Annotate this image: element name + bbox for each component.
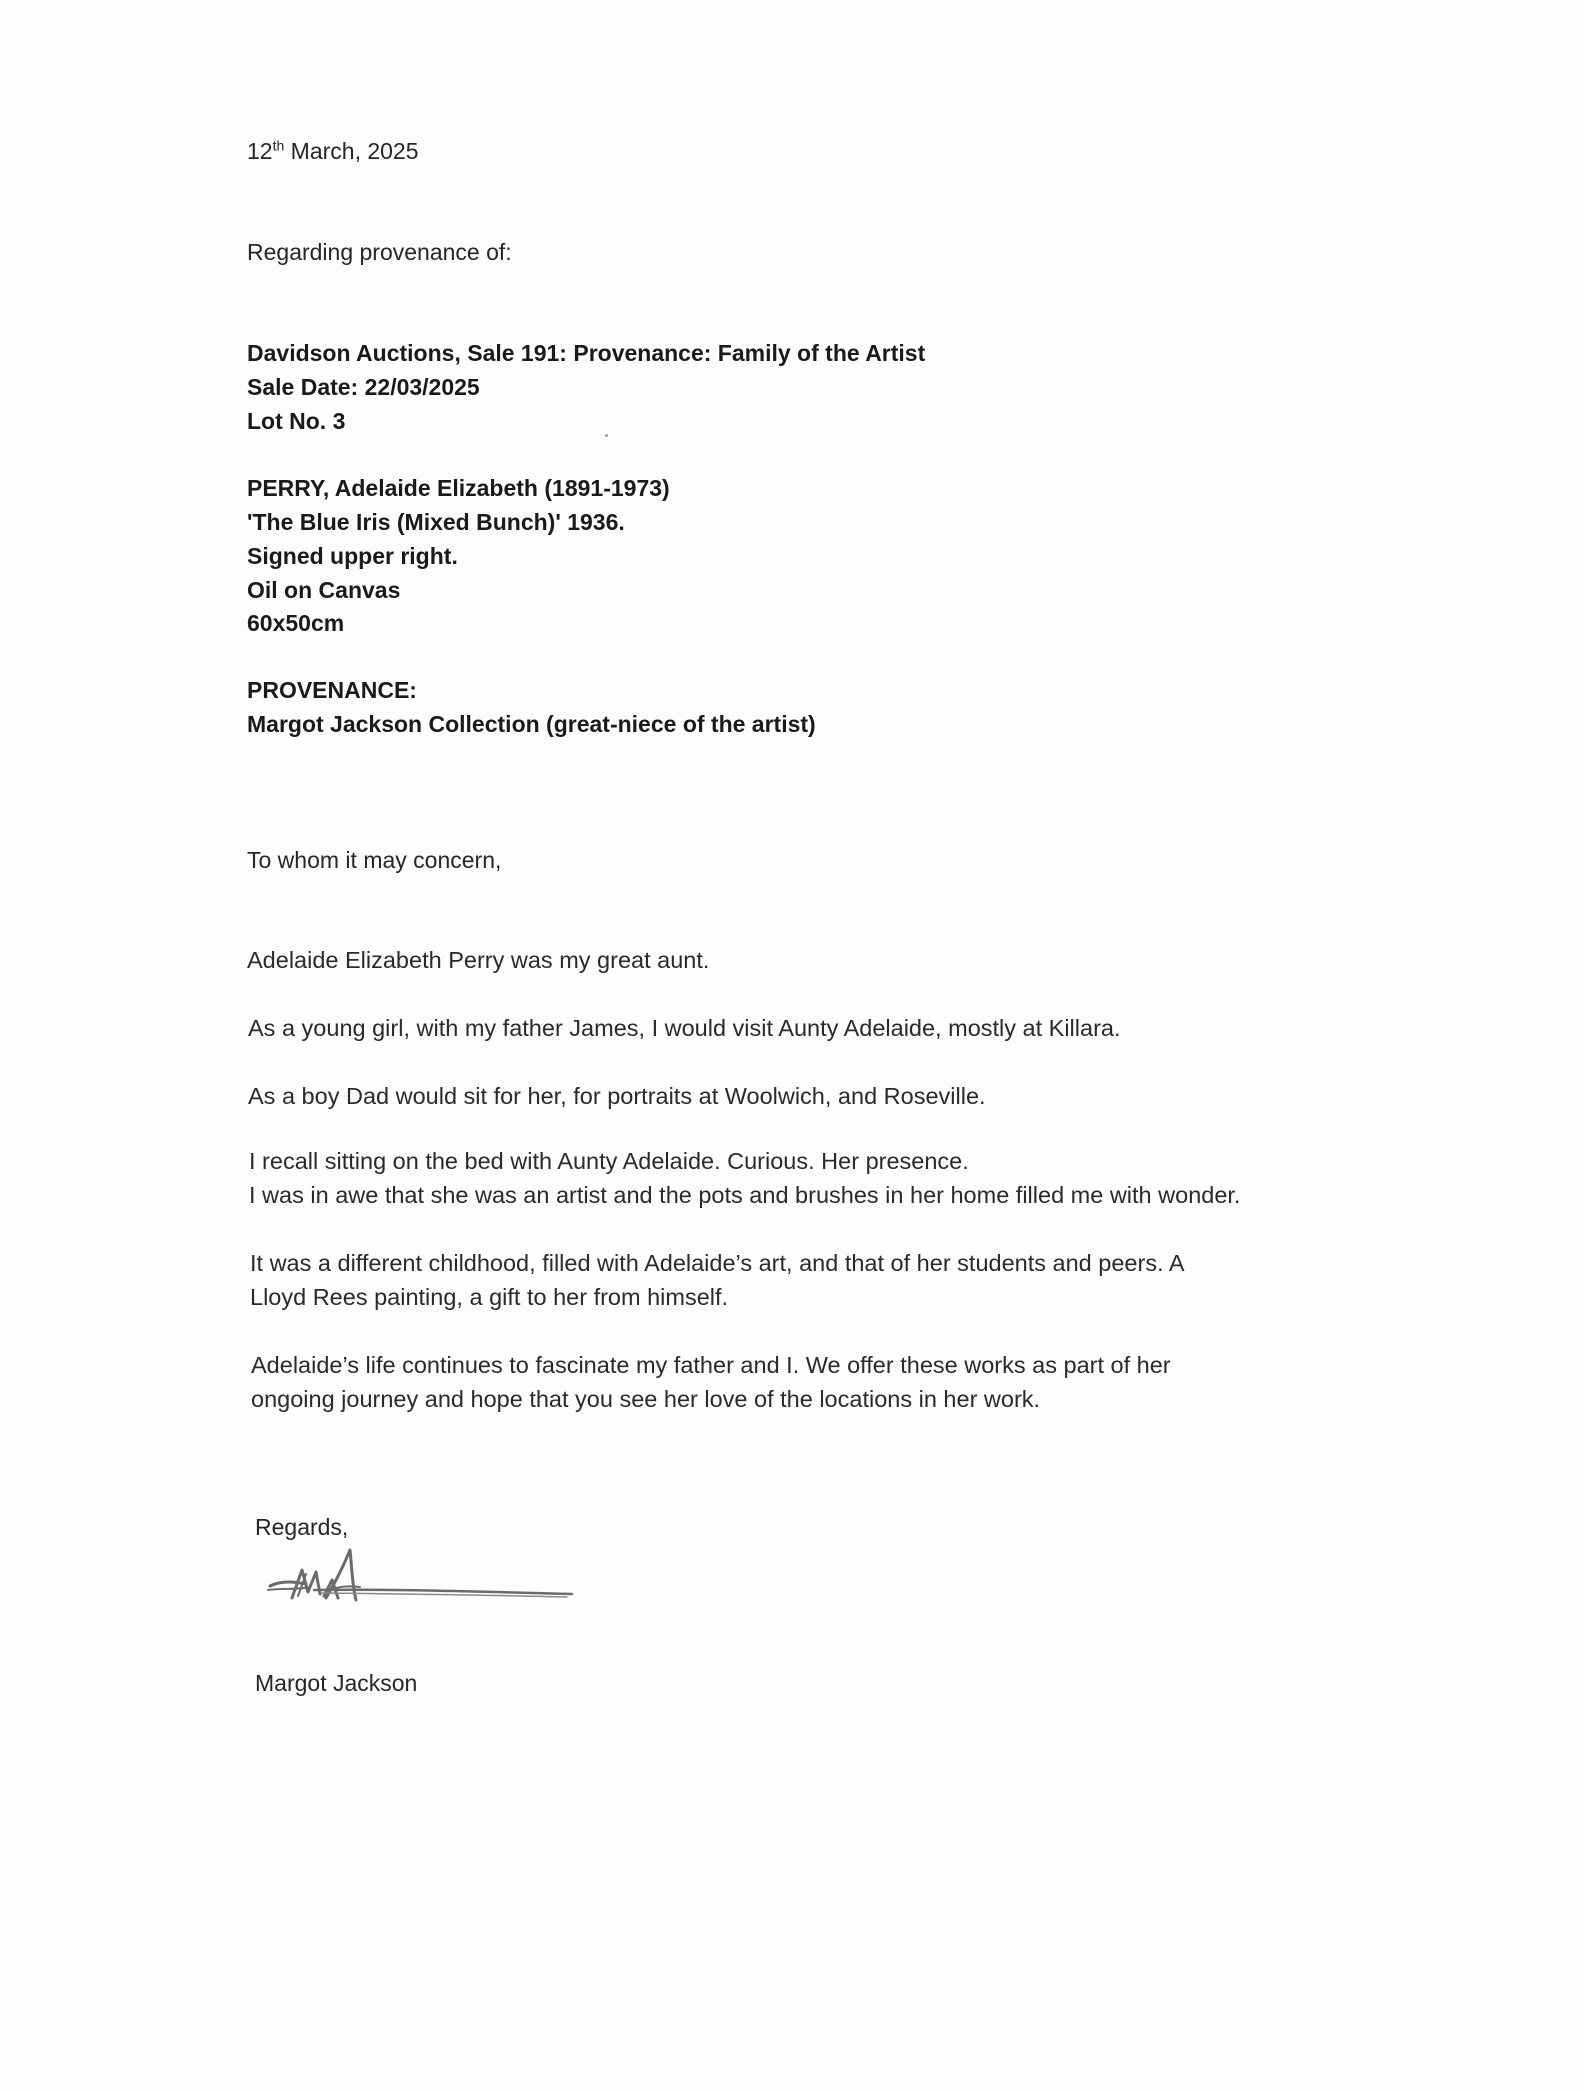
paragraph-6-line-1: Adelaide’s life continues to fascinate my father and I. We offer these works as part of her	[251, 1352, 1171, 1378]
paragraph-5-line-2: Lloyd Rees painting, a gift to her from himself.	[250, 1284, 729, 1310]
lot-number: Lot No. 3	[247, 408, 346, 434]
sale-date: Sale Date: 22/03/2025	[247, 374, 480, 400]
paragraph-6-line-2: ongoing journey and hope that you see her love of the locations in her work.	[251, 1386, 1041, 1412]
letter-date	[247, 136, 419, 166]
artwork-artist: PERRY, Adelaide Elizabeth (1891-1973)	[247, 475, 670, 501]
sale-title: Davidson Auctions, Sale 191: Provenance: Family of the Artist	[247, 340, 926, 366]
artwork-signed: Signed upper right.	[247, 543, 458, 569]
paragraph-3: As a boy Dad would sit for her, for portraits at Woolwich, and Roseville.	[248, 1083, 986, 1109]
scan-speck	[605, 434, 608, 437]
paragraph-4-line-2: I was in awe that she was an artist and the pots and brushes in her home filled me with wonder.	[249, 1182, 1241, 1208]
paragraph-4-line-1: I recall sitting on the bed with Aunty Adelaide. Curious. Her presence.	[249, 1148, 969, 1174]
date-day: 12	[247, 138, 273, 164]
date-suffix: th	[272, 137, 285, 154]
closing: Regards,	[255, 1514, 349, 1540]
artwork-title: 'The Blue Iris (Mixed Bunch)' 1936.	[247, 509, 625, 535]
date-rest: March, 2025	[284, 138, 419, 164]
artwork-medium: Oil on Canvas	[247, 577, 401, 603]
provenance-heading: PROVENANCE:	[247, 677, 417, 703]
paragraph-5-line-1: It was a different childhood, filled with Adelaide’s art, and that of her students and peers. A	[250, 1250, 1185, 1276]
salutation: To whom it may concern,	[247, 847, 502, 873]
provenance-value: Margot Jackson Collection (great-niece of the artist)	[247, 711, 816, 737]
regarding-line: Regarding provenance of:	[247, 239, 512, 265]
handwritten-signature	[262, 1540, 582, 1620]
paragraph-1: Adelaide Elizabeth Perry was my great aunt.	[247, 947, 710, 973]
paragraph-2: As a young girl, with my father James, I would visit Aunty Adelaide, mostly at Killara.	[248, 1015, 1121, 1041]
artwork-size: 60x50cm	[247, 610, 345, 636]
signatory-name: Margot Jackson	[255, 1670, 418, 1696]
